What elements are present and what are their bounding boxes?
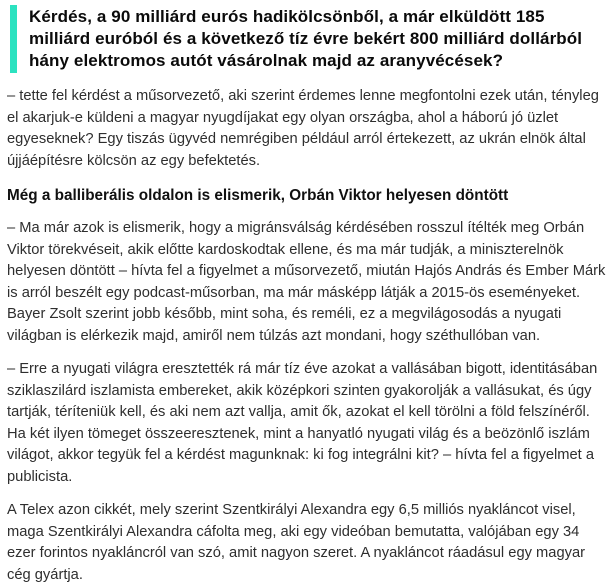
- article-subheading: Még a balliberális oldalon is elismerik, Orbán Viktor helyesen döntött: [7, 187, 509, 204]
- article-paragraph: A Telex azon cikkét, mely szerint Szentkirályi Alexandra egy 6,5 milliós nyakláncot visel, maga Szentkirályi Alexandra cáfolta meg, aki egy videóban bemutatta, valójában egy 34 ezer forintos nyakláncról van szó, amit nagyon szeret. A nyakláncot ráadásul egy magyar cég gyártja.: [7, 502, 586, 583]
- article-paragraph: – Ma már azok is elismerik, hogy a migránsválság kérdésében rosszul ítélték meg Orbán Viktor törekvéseit, akik előtte kardoskodtak ellene, és ma már tudják, a miniszterelnök helyesen döntött – hívta fel a figyelmet a műsorvezető, miután Hajós András és Ember Márk is arról beszélt egy podcast-műsorban, ma már másképp látják a 2015-ös eseményeket. Bayer Zsolt szerint jobb később, mint soha, és reméli, ez a megvilágosodás a nyugati világban is elérkezik majd, amiről nem túlzás azt mondani, hogy széthullóban van.: [7, 220, 606, 344]
- pull-quote: [10, 5, 606, 73]
- pull-quote-text: Kérdés, a 90 milliárd eurós hadikölcsönből, a már elküldött 185 milliárd euróból és a következő tíz évre bekért 800 milliárd dollárból hány elektromos autót vásárolnak majd az aranyvécések?: [29, 7, 583, 70]
- article-paragraph: – tette fel kérdést a műsorvezető, aki szerint érdemes lenne megfontolni ezek után, tényleg el akarjuk-e küldeni a magyar nyugdíjakat egy olyan országba, ahol a háború jó üzlet egyeseknek? Egy tiszás ügyvéd nemrégiben például arról értekezett, az ukrán elnök által újjáépítésre kölcsön az egy befektetés.: [7, 88, 599, 169]
- article-paragraph: – Erre a nyugati világra eresztették rá már tíz éve azokat a vallásában bigott, identitásában sziklaszilárd iszlamista embereket, akik középkori szinten gyakorolják a vallásukat, és úgy tartják, téríteniük kell, és aki nem azt vallja, amit ők, azokat el kell törölni a föld felszínéről. Ha két ilyen tömeget összeeresztenek, mint a hanyatló nyugati világ és a beözönlő iszlám világot, akkor tegyük fel a kérdést magunknak: ki fog integrálni kit? – hívta fel a figyelmet a publicista.: [7, 361, 598, 485]
